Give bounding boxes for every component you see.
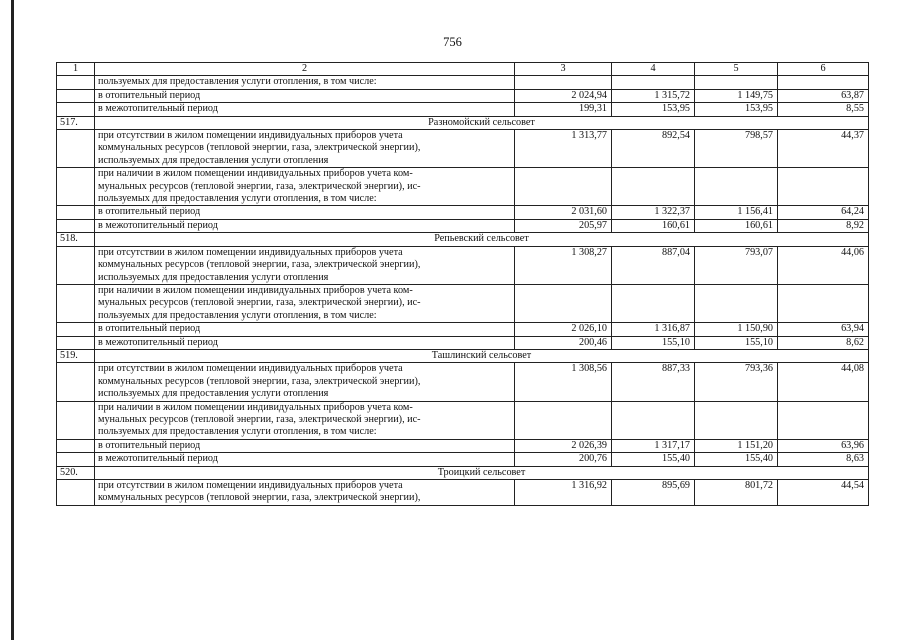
description-line: при отсутствии в жилом помещении индивидуальных приборов учета — [98, 246, 403, 258]
description-cell — [95, 284, 515, 322]
value-cell: 155,10 — [695, 336, 778, 349]
value-cell: 200,76 — [515, 453, 612, 466]
value-cell: 1 150,90 — [695, 323, 778, 336]
row-number-empty — [57, 89, 95, 102]
value-cell: 155,40 — [612, 453, 695, 466]
row-number-empty — [57, 168, 95, 206]
table-row — [57, 284, 869, 322]
row-number: 518. — [57, 233, 95, 246]
description-line: при наличии в жилом помещении индивидуальных приборов учета ком- — [98, 168, 413, 180]
value-cell-empty — [695, 401, 778, 439]
row-number-empty — [57, 453, 95, 466]
value-cell-empty — [778, 401, 869, 439]
value-cell: 200,46 — [515, 336, 612, 349]
value-cell: 2 026,10 — [515, 323, 612, 336]
header-cell-4: 4 — [612, 63, 695, 76]
value-cell: 1 315,72 — [612, 89, 695, 102]
continuation-row — [57, 76, 869, 89]
header-cell-6: 6 — [778, 63, 869, 76]
value-cell: 63,94 — [778, 323, 869, 336]
row-number-empty — [57, 246, 95, 284]
value-cell: 895,69 — [612, 480, 695, 506]
section-row — [57, 349, 869, 362]
description-line: при наличии в жилом помещении индивидуальных приборов учета ком- — [98, 284, 413, 296]
value-cell: 44,06 — [778, 246, 869, 284]
description-cell — [95, 168, 515, 206]
value-cell: 44,54 — [778, 480, 869, 506]
row-number-empty — [57, 439, 95, 452]
table-row — [57, 130, 869, 168]
section-title: Ташлинский сельсовет — [95, 349, 869, 362]
description-line: мунальных ресурсов (тепловой энергии, газа, электрической энергии), ис- — [98, 413, 421, 425]
value-cell: 205,97 — [515, 219, 612, 232]
table-row — [57, 206, 869, 219]
table-row — [57, 439, 869, 452]
tariff-table — [56, 62, 869, 506]
description-line: коммунальных ресурсов (тепловой энергии, газа, электрической энергии), — [98, 492, 421, 504]
value-cell-empty — [612, 76, 695, 89]
value-cell-empty — [515, 284, 612, 322]
description-cell — [95, 130, 515, 168]
row-number-empty — [57, 103, 95, 116]
value-cell-empty — [778, 284, 869, 322]
period-label: в отопительный период — [95, 323, 515, 336]
value-cell-empty — [612, 284, 695, 322]
table-row — [57, 336, 869, 349]
value-cell: 8,62 — [778, 336, 869, 349]
value-cell: 793,36 — [695, 363, 778, 401]
period-label: в межотопительный период — [95, 103, 515, 116]
description-line: используемых для предоставления услуги отопления — [98, 271, 329, 283]
description-line: при отсутствии в жилом помещении индивидуальных приборов учета — [98, 130, 403, 142]
value-cell: 44,37 — [778, 130, 869, 168]
table-row — [57, 363, 869, 401]
period-label: в отопительный период — [95, 439, 515, 452]
value-cell: 1 151,20 — [695, 439, 778, 452]
period-label: в отопительный период — [95, 206, 515, 219]
description-cell: пользуемых для предоставления услуги отопления, в том числе: — [95, 76, 515, 89]
value-cell: 887,33 — [612, 363, 695, 401]
row-number: 519. — [57, 349, 95, 362]
value-cell: 153,95 — [612, 103, 695, 116]
value-cell: 1 308,27 — [515, 246, 612, 284]
value-cell: 199,31 — [515, 103, 612, 116]
value-cell: 2 031,60 — [515, 206, 612, 219]
table-body — [57, 63, 869, 506]
value-cell: 8,92 — [778, 219, 869, 232]
value-cell: 8,55 — [778, 103, 869, 116]
value-cell: 1 316,87 — [612, 323, 695, 336]
description-line: мунальных ресурсов (тепловой энергии, газа, электрической энергии), ис- — [98, 180, 421, 192]
value-cell: 1 317,17 — [612, 439, 695, 452]
value-cell: 1 156,41 — [695, 206, 778, 219]
scan-edge-line — [11, 0, 14, 640]
description-line: пользуемых для предоставления услуги отопления, в том числе: — [98, 309, 377, 321]
value-cell-empty — [778, 168, 869, 206]
table-row — [57, 103, 869, 116]
row-number-empty — [57, 284, 95, 322]
table-row — [57, 323, 869, 336]
description-cell — [95, 480, 515, 506]
header-cell-5: 5 — [695, 63, 778, 76]
period-label: в межотопительный период — [95, 336, 515, 349]
description-line: при наличии в жилом помещении индивидуальных приборов учета ком- — [98, 401, 413, 413]
value-cell-empty — [515, 168, 612, 206]
description-line: пользуемых для предоставления услуги отопления, в том числе: — [98, 426, 377, 438]
row-number-empty — [57, 130, 95, 168]
value-cell: 155,10 — [612, 336, 695, 349]
description-line: при отсутствии в жилом помещении индивидуальных приборов учета — [98, 363, 403, 375]
value-cell: 1 313,77 — [515, 130, 612, 168]
description-line: коммунальных ресурсов (тепловой энергии, газа, электрической энергии), — [98, 375, 421, 387]
row-number-empty — [57, 206, 95, 219]
table-row — [57, 401, 869, 439]
row-number-empty — [57, 480, 95, 506]
period-label: в межотопительный период — [95, 453, 515, 466]
description-cell — [95, 401, 515, 439]
description-line: коммунальных ресурсов (тепловой энергии, газа, электрической энергии), — [98, 259, 421, 271]
value-cell: 1 149,75 — [695, 89, 778, 102]
value-cell: 1 316,92 — [515, 480, 612, 506]
section-title: Репьевский сельсовет — [95, 233, 869, 246]
value-cell-empty — [778, 76, 869, 89]
description-line: коммунальных ресурсов (тепловой энергии, газа, электрической энергии), — [98, 142, 421, 154]
value-cell: 63,87 — [778, 89, 869, 102]
value-cell: 801,72 — [695, 480, 778, 506]
row-number-empty — [57, 76, 95, 89]
value-cell: 160,61 — [695, 219, 778, 232]
value-cell: 887,04 — [612, 246, 695, 284]
value-cell: 1 308,56 — [515, 363, 612, 401]
period-label: в межотопительный период — [95, 219, 515, 232]
row-number-empty — [57, 219, 95, 232]
row-number: 520. — [57, 466, 95, 479]
row-number-empty — [57, 336, 95, 349]
description-line: используемых для предоставления услуги отопления — [98, 154, 329, 166]
description-cell — [95, 246, 515, 284]
value-cell: 63,96 — [778, 439, 869, 452]
description-line: при отсутствии в жилом помещении индивидуальных приборов учета — [98, 480, 403, 491]
value-cell-empty — [695, 76, 778, 89]
page-number: 756 — [443, 35, 462, 49]
value-cell: 2 024,94 — [515, 89, 612, 102]
description-line: мунальных ресурсов (тепловой энергии, газа, электрической энергии), ис- — [98, 297, 421, 309]
table-row — [57, 246, 869, 284]
table-row — [57, 168, 869, 206]
period-label: в отопительный период — [95, 89, 515, 102]
table-row — [57, 480, 869, 506]
row-number-empty — [57, 363, 95, 401]
value-cell-empty — [695, 284, 778, 322]
value-cell: 2 026,39 — [515, 439, 612, 452]
header-cell-1: 1 — [57, 63, 95, 76]
header-cell-2: 2 — [95, 63, 515, 76]
value-cell: 8,63 — [778, 453, 869, 466]
section-row — [57, 116, 869, 129]
table-row — [57, 453, 869, 466]
row-number-empty — [57, 323, 95, 336]
section-row — [57, 466, 869, 479]
value-cell-empty — [695, 168, 778, 206]
table-row — [57, 219, 869, 232]
row-number: 517. — [57, 116, 95, 129]
section-row — [57, 233, 869, 246]
value-cell-empty — [612, 401, 695, 439]
value-cell-empty — [515, 76, 612, 89]
description-cell — [95, 363, 515, 401]
table-header-row — [57, 63, 869, 76]
value-cell: 64,24 — [778, 206, 869, 219]
value-cell: 798,57 — [695, 130, 778, 168]
description-line: используемых для предоставления услуги отопления — [98, 388, 329, 400]
section-title: Разномойский сельсовет — [95, 116, 869, 129]
description-line: пользуемых для предоставления услуги отопления, в том числе: — [98, 193, 377, 205]
value-cell: 892,54 — [612, 130, 695, 168]
value-cell: 153,95 — [695, 103, 778, 116]
value-cell-empty — [612, 168, 695, 206]
value-cell: 160,61 — [612, 219, 695, 232]
value-cell: 793,07 — [695, 246, 778, 284]
value-cell: 1 322,37 — [612, 206, 695, 219]
row-number-empty — [57, 401, 95, 439]
header-cell-3: 3 — [515, 63, 612, 76]
value-cell: 44,08 — [778, 363, 869, 401]
table-row — [57, 89, 869, 102]
section-title: Троицкий сельсовет — [95, 466, 869, 479]
value-cell-empty — [515, 401, 612, 439]
value-cell: 155,40 — [695, 453, 778, 466]
